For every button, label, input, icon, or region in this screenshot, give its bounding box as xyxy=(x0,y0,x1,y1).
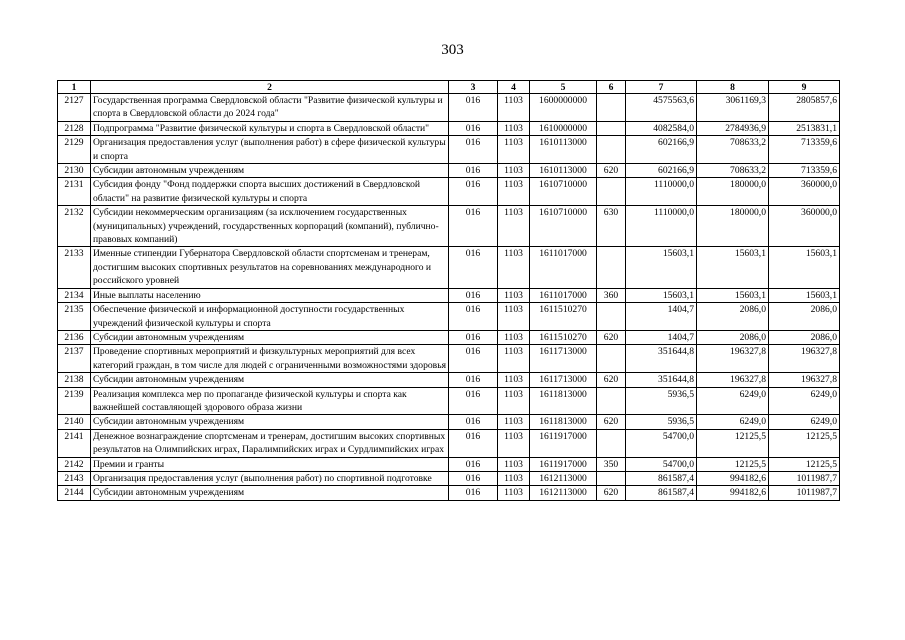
amount-year2-cell: 994182,6 xyxy=(697,471,769,485)
row-number-cell: 2129 xyxy=(58,136,91,164)
section-code-cell: 1103 xyxy=(498,94,530,122)
amount-year3-cell: 713359,6 xyxy=(769,164,840,178)
amount-year3-cell: 713359,6 xyxy=(769,136,840,164)
expense-type-cell xyxy=(597,247,626,288)
table-row xyxy=(58,247,840,288)
amount-year2-cell: 994182,6 xyxy=(697,486,769,500)
row-number-cell: 2134 xyxy=(58,288,91,302)
row-number-cell: 2132 xyxy=(58,206,91,247)
amount-year2-cell: 196327,8 xyxy=(697,373,769,387)
amount-year3-cell: 2513831,1 xyxy=(769,121,840,135)
table-row xyxy=(58,303,840,331)
amount-year3-cell: 196327,8 xyxy=(769,373,840,387)
amount-year2-cell: 15603,1 xyxy=(697,247,769,288)
column-header: 5 xyxy=(530,81,597,94)
expense-type-cell: 620 xyxy=(597,486,626,500)
section-code-cell: 1103 xyxy=(498,121,530,135)
amount-year2-cell: 2086,0 xyxy=(697,330,769,344)
amount-year3-cell: 6249,0 xyxy=(769,387,840,415)
section-code-cell: 1103 xyxy=(498,288,530,302)
amount-year3-cell: 1011987,7 xyxy=(769,471,840,485)
expense-type-cell xyxy=(597,429,626,457)
table-row xyxy=(58,136,840,164)
amount-year3-cell: 6249,0 xyxy=(769,415,840,429)
expense-type-cell: 620 xyxy=(597,330,626,344)
amount-year2-cell: 2086,0 xyxy=(697,303,769,331)
table-row xyxy=(58,486,840,500)
row-number-cell: 2137 xyxy=(58,345,91,373)
item-name-cell: Субсидии автономным учреждениям xyxy=(91,486,449,500)
section-code-cell: 1103 xyxy=(498,206,530,247)
column-header: 1 xyxy=(58,81,91,94)
item-name-cell: Реализация комплекса мер по пропаганде физической культуры и спорта как важнейшей составляющей здорового образа жизни xyxy=(91,387,449,415)
expense-type-cell: 350 xyxy=(597,457,626,471)
table-row xyxy=(58,457,840,471)
ministry-code-cell: 016 xyxy=(449,387,498,415)
column-header: 4 xyxy=(498,81,530,94)
row-number-cell: 2139 xyxy=(58,387,91,415)
amount-year3-cell: 15603,1 xyxy=(769,288,840,302)
amount-year3-cell: 1011987,7 xyxy=(769,486,840,500)
expense-type-cell: 620 xyxy=(597,415,626,429)
amount-year1-cell: 5936,5 xyxy=(626,415,697,429)
amount-year1-cell: 602166,9 xyxy=(626,164,697,178)
ministry-code-cell: 016 xyxy=(449,206,498,247)
section-code-cell: 1103 xyxy=(498,136,530,164)
target-article-cell: 1612113000 xyxy=(530,471,597,485)
target-article-cell: 1610710000 xyxy=(530,178,597,206)
table-row xyxy=(58,415,840,429)
row-number-cell: 2135 xyxy=(58,303,91,331)
amount-year2-cell: 708633,2 xyxy=(697,164,769,178)
amount-year1-cell: 15603,1 xyxy=(626,247,697,288)
item-name-cell: Государственная программа Свердловской области "Развитие физической культуры и спорта в Свердловской области до 2024 года" xyxy=(91,94,449,122)
row-number-cell: 2131 xyxy=(58,178,91,206)
item-name-cell: Субсидии автономным учреждениям xyxy=(91,164,449,178)
amount-year1-cell: 1404,7 xyxy=(626,330,697,344)
ministry-code-cell: 016 xyxy=(449,178,498,206)
target-article-cell: 1611017000 xyxy=(530,247,597,288)
amount-year2-cell: 196327,8 xyxy=(697,345,769,373)
target-article-cell: 1610113000 xyxy=(530,164,597,178)
item-name-cell: Подпрограмма "Развитие физической культуры и спорта в Свердловской области" xyxy=(91,121,449,135)
table-row xyxy=(58,121,840,135)
row-number-cell: 2142 xyxy=(58,457,91,471)
item-name-cell: Субсидии автономным учреждениям xyxy=(91,330,449,344)
amount-year3-cell: 196327,8 xyxy=(769,345,840,373)
expense-type-cell xyxy=(597,387,626,415)
ministry-code-cell: 016 xyxy=(449,330,498,344)
table-row xyxy=(58,345,840,373)
amount-year1-cell: 602166,9 xyxy=(626,136,697,164)
column-header: 7 xyxy=(626,81,697,94)
table-row xyxy=(58,471,840,485)
section-code-cell: 1103 xyxy=(498,164,530,178)
page-number: 303 xyxy=(441,42,464,58)
item-name-cell: Денежное вознаграждение спортсменам и тренерам, достигшим высоких спортивных результатов на Олимпийских играх, Паралимпийских играх и Сурдлимпийских играх xyxy=(91,429,449,457)
section-code-cell: 1103 xyxy=(498,247,530,288)
amount-year3-cell: 360000,0 xyxy=(769,206,840,247)
target-article-cell: 1611510270 xyxy=(530,303,597,331)
column-header: 9 xyxy=(769,81,840,94)
amount-year1-cell: 351644,8 xyxy=(626,345,697,373)
row-number-cell: 2127 xyxy=(58,94,91,122)
target-article-cell: 1610000000 xyxy=(530,121,597,135)
section-code-cell: 1103 xyxy=(498,373,530,387)
ministry-code-cell: 016 xyxy=(449,121,498,135)
ministry-code-cell: 016 xyxy=(449,457,498,471)
expense-type-cell xyxy=(597,136,626,164)
target-article-cell: 1612113000 xyxy=(530,486,597,500)
amount-year1-cell: 1110000,0 xyxy=(626,206,697,247)
table-row xyxy=(58,330,840,344)
target-article-cell: 1600000000 xyxy=(530,94,597,122)
amount-year1-cell: 15603,1 xyxy=(626,288,697,302)
item-name-cell: Организация предоставления услуг (выполнения работ) в сфере физической культуры и спорта xyxy=(91,136,449,164)
section-code-cell: 1103 xyxy=(498,303,530,331)
column-header: 2 xyxy=(91,81,449,94)
amount-year1-cell: 54700,0 xyxy=(626,457,697,471)
item-name-cell: Иные выплаты населению xyxy=(91,288,449,302)
amount-year3-cell: 15603,1 xyxy=(769,247,840,288)
amount-year1-cell: 4082584,0 xyxy=(626,121,697,135)
amount-year2-cell: 180000,0 xyxy=(697,206,769,247)
row-number-cell: 2143 xyxy=(58,471,91,485)
section-code-cell: 1103 xyxy=(498,387,530,415)
table-row xyxy=(58,387,840,415)
expense-type-cell xyxy=(597,471,626,485)
item-name-cell: Субсидии автономным учреждениям xyxy=(91,415,449,429)
amount-year3-cell: 12125,5 xyxy=(769,429,840,457)
row-number-cell: 2136 xyxy=(58,330,91,344)
ministry-code-cell: 016 xyxy=(449,288,498,302)
target-article-cell: 1611813000 xyxy=(530,387,597,415)
ministry-code-cell: 016 xyxy=(449,247,498,288)
row-number-cell: 2138 xyxy=(58,373,91,387)
row-number-cell: 2133 xyxy=(58,247,91,288)
amount-year1-cell: 4575563,6 xyxy=(626,94,697,122)
table-body xyxy=(58,94,840,501)
amount-year2-cell: 12125,5 xyxy=(697,429,769,457)
table-row xyxy=(58,373,840,387)
amount-year1-cell: 1110000,0 xyxy=(626,178,697,206)
expense-type-cell xyxy=(597,94,626,122)
ministry-code-cell: 016 xyxy=(449,94,498,122)
section-code-cell: 1103 xyxy=(498,471,530,485)
item-name-cell: Проведение спортивных мероприятий и физкультурных мероприятий для всех категорий граждан, в том числе для людей с ограниченными возможностями здоровья xyxy=(91,345,449,373)
table-header-row xyxy=(58,81,840,94)
column-header: 8 xyxy=(697,81,769,94)
ministry-code-cell: 016 xyxy=(449,373,498,387)
ministry-code-cell: 016 xyxy=(449,471,498,485)
item-name-cell: Обеспечение физической и информационной доступности государственных учреждений физической культуры и спорта xyxy=(91,303,449,331)
table-row xyxy=(58,178,840,206)
section-code-cell: 1103 xyxy=(498,415,530,429)
section-code-cell: 1103 xyxy=(498,457,530,471)
target-article-cell: 1611813000 xyxy=(530,415,597,429)
target-article-cell: 1611017000 xyxy=(530,288,597,302)
column-header: 6 xyxy=(597,81,626,94)
expense-type-cell: 360 xyxy=(597,288,626,302)
target-article-cell: 1611713000 xyxy=(530,373,597,387)
table-row xyxy=(58,206,840,247)
amount-year1-cell: 861587,4 xyxy=(626,471,697,485)
section-code-cell: 1103 xyxy=(498,345,530,373)
item-name-cell: Именные стипендии Губернатора Свердловской области спортсменам и тренерам, достигшим высоких спортивных результатов на соревнованиях международного и российского уровней xyxy=(91,247,449,288)
target-article-cell: 1610113000 xyxy=(530,136,597,164)
amount-year1-cell: 5936,5 xyxy=(626,387,697,415)
item-name-cell: Субсидии некоммерческим организациям (за исключением государственных (муниципальных) учреждений, государственных корпораций (компаний), публично-правовых компаний) xyxy=(91,206,449,247)
row-number-cell: 2128 xyxy=(58,121,91,135)
section-code-cell: 1103 xyxy=(498,429,530,457)
section-code-cell: 1103 xyxy=(498,178,530,206)
amount-year2-cell: 708633,2 xyxy=(697,136,769,164)
section-code-cell: 1103 xyxy=(498,330,530,344)
target-article-cell: 1611713000 xyxy=(530,345,597,373)
amount-year1-cell: 54700,0 xyxy=(626,429,697,457)
ministry-code-cell: 016 xyxy=(449,486,498,500)
ministry-code-cell: 016 xyxy=(449,345,498,373)
expense-type-cell xyxy=(597,178,626,206)
column-header: 3 xyxy=(449,81,498,94)
amount-year3-cell: 2086,0 xyxy=(769,303,840,331)
amount-year2-cell: 6249,0 xyxy=(697,415,769,429)
amount-year3-cell: 2805857,6 xyxy=(769,94,840,122)
target-article-cell: 1611917000 xyxy=(530,429,597,457)
budget-table xyxy=(57,80,840,501)
item-name-cell: Премии и гранты xyxy=(91,457,449,471)
target-article-cell: 1610710000 xyxy=(530,206,597,247)
ministry-code-cell: 016 xyxy=(449,303,498,331)
amount-year3-cell: 360000,0 xyxy=(769,178,840,206)
ministry-code-cell: 016 xyxy=(449,164,498,178)
target-article-cell: 1611917000 xyxy=(530,457,597,471)
item-name-cell: Субсидия фонду "Фонд поддержки спорта высших достижений в Свердловской области" на развитие физической культуры и спорта xyxy=(91,178,449,206)
table-row xyxy=(58,164,840,178)
amount-year2-cell: 2784936,9 xyxy=(697,121,769,135)
amount-year3-cell: 2086,0 xyxy=(769,330,840,344)
amount-year1-cell: 861587,4 xyxy=(626,486,697,500)
expense-type-cell xyxy=(597,303,626,331)
row-number-cell: 2144 xyxy=(58,486,91,500)
amount-year2-cell: 180000,0 xyxy=(697,178,769,206)
target-article-cell: 1611510270 xyxy=(530,330,597,344)
table-row xyxy=(58,94,840,122)
ministry-code-cell: 016 xyxy=(449,429,498,457)
expense-type-cell: 620 xyxy=(597,164,626,178)
row-number-cell: 2130 xyxy=(58,164,91,178)
table-row xyxy=(58,288,840,302)
section-code-cell: 1103 xyxy=(498,486,530,500)
expense-type-cell xyxy=(597,121,626,135)
row-number-cell: 2141 xyxy=(58,429,91,457)
row-number-cell: 2140 xyxy=(58,415,91,429)
amount-year2-cell: 12125,5 xyxy=(697,457,769,471)
amount-year2-cell: 3061169,3 xyxy=(697,94,769,122)
amount-year2-cell: 6249,0 xyxy=(697,387,769,415)
expense-type-cell xyxy=(597,345,626,373)
expense-type-cell: 620 xyxy=(597,373,626,387)
expense-type-cell: 630 xyxy=(597,206,626,247)
item-name-cell: Субсидии автономным учреждениям xyxy=(91,373,449,387)
amount-year1-cell: 1404,7 xyxy=(626,303,697,331)
ministry-code-cell: 016 xyxy=(449,415,498,429)
amount-year2-cell: 15603,1 xyxy=(697,288,769,302)
item-name-cell: Организация предоставления услуг (выполнения работ) по спортивной подготовке xyxy=(91,471,449,485)
amount-year1-cell: 351644,8 xyxy=(626,373,697,387)
ministry-code-cell: 016 xyxy=(449,136,498,164)
amount-year3-cell: 12125,5 xyxy=(769,457,840,471)
table-row xyxy=(58,429,840,457)
